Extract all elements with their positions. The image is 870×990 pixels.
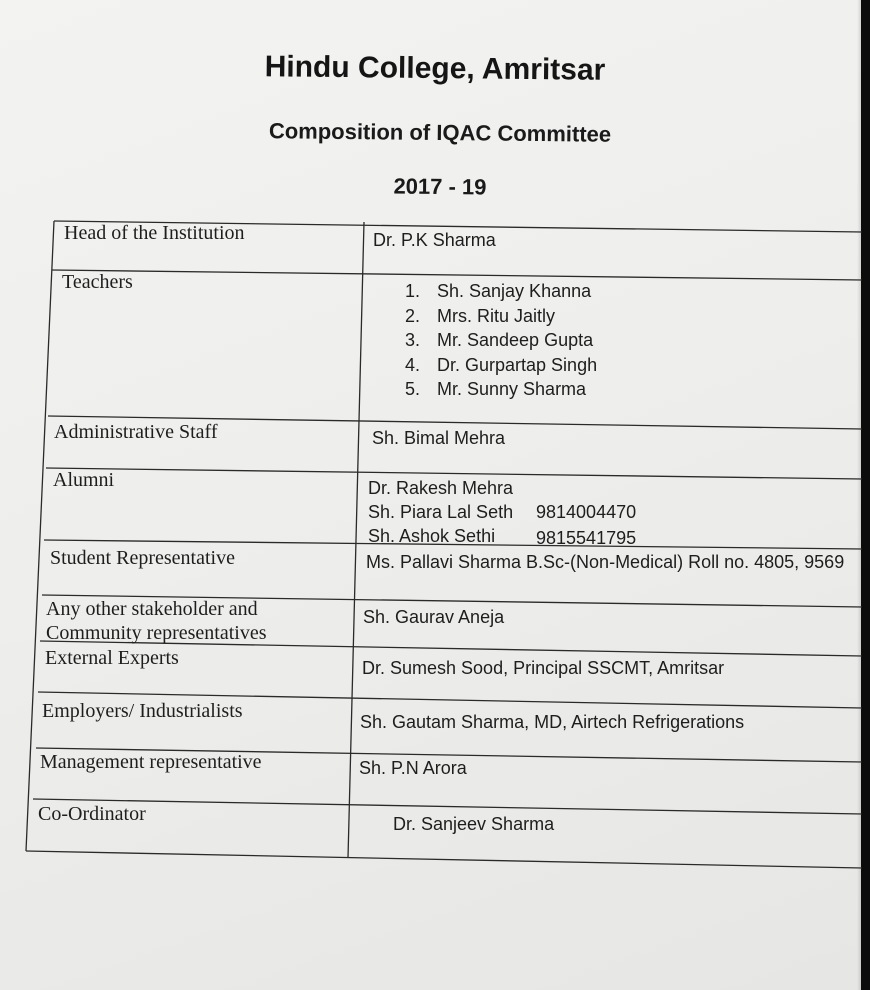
management-label: Management representative — [40, 751, 262, 773]
stakeholder-label-line1: Any other stakeholder and — [46, 598, 258, 620]
external-label: External Experts — [45, 647, 179, 669]
list-item: 4. Dr. Gurpartap Singh — [405, 354, 598, 375]
head-label: Head of the Institution — [64, 222, 245, 244]
list-item: 2. Mrs. Ritu Jaitly — [405, 305, 556, 326]
student-label: Student Representative — [50, 547, 235, 569]
committee-table — [22, 218, 870, 878]
list-item: Dr. Rakesh Mehra — [368, 478, 514, 498]
head-value: Dr. P.K Sharma — [373, 230, 496, 250]
list-item: 3. Mr. Sandeep Gupta — [405, 330, 594, 350]
list-item: 1. Sh. Sanjay Khanna — [405, 281, 592, 301]
teachers-label: Teachers — [62, 271, 133, 293]
stakeholder-label-line2: Community representatives — [46, 622, 267, 644]
coordinator-value: Dr. Sanjeev Sharma — [393, 814, 555, 834]
college-title: Hindu College, Amritsar — [264, 50, 606, 87]
list-item: Sh. Piara Lal Seth 9814004470 — [368, 502, 637, 522]
employers-value: Sh. Gautam Sharma, MD, Airtech Refrigerations — [360, 712, 745, 732]
admin-label: Administrative Staff — [54, 421, 218, 443]
session-years: 2017 - 19 — [393, 173, 487, 200]
student-value: Ms. Pallavi Sharma B.Sc-(Non-Medical) Roll no. 4805, 9569 — [366, 552, 845, 572]
admin-value: Sh. Bimal Mehra — [372, 428, 506, 448]
stakeholder-value: Sh. Gaurav Aneja — [363, 607, 505, 627]
alumni-label: Alumni — [53, 469, 115, 491]
coordinator-label: Co-Ordinator — [38, 803, 146, 825]
external-value: Dr. Sumesh Sood, Principal SSCMT, Amritsar — [362, 658, 725, 678]
teachers-list — [405, 279, 597, 402]
list-item: Sh. Ashok Sethi 9815541795 — [368, 526, 637, 548]
management-value: Sh. P.N Arora — [359, 758, 467, 778]
alumni-list — [368, 476, 768, 548]
committee-subtitle: Composition of IQAC Committee — [268, 118, 612, 147]
list-item: 5. Mr. Sunny Sharma — [405, 379, 587, 399]
employers-label: Employers/ Industrialists — [42, 700, 243, 722]
